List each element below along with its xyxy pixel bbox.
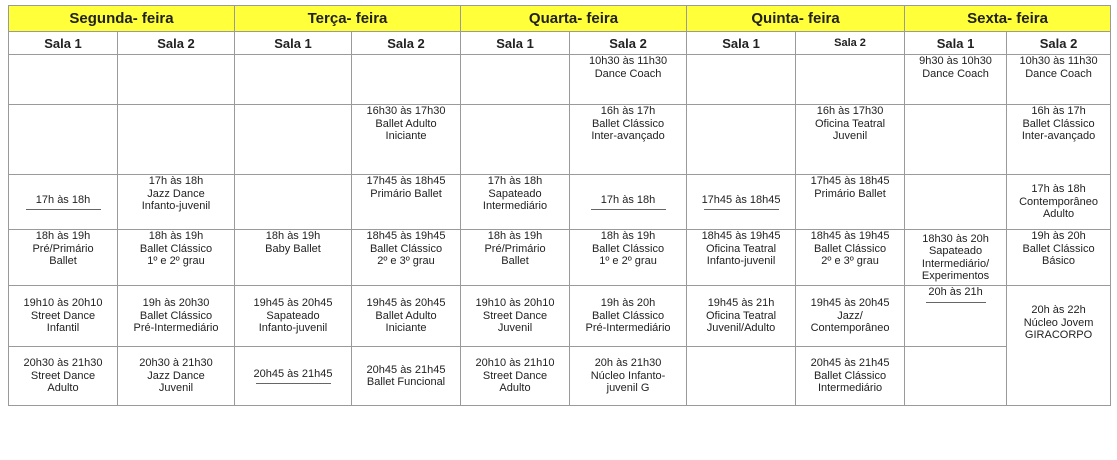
class-text: 20h45 às 21h45 xyxy=(253,367,333,380)
class-text: 17h às 18h xyxy=(600,193,656,206)
schedule-cell xyxy=(235,55,352,105)
class-text: 20h30 às 21h30 Street Dance Adulto xyxy=(23,357,103,395)
room-header-row xyxy=(9,32,1111,55)
schedule-cell xyxy=(796,175,905,230)
schedule-cell xyxy=(796,105,905,175)
schedule-cell xyxy=(9,230,118,286)
schedule-cell xyxy=(118,55,235,105)
schedule-cell xyxy=(118,286,235,347)
day-header-thursday: Quinta- feira xyxy=(687,6,905,32)
class-text: 20h às 22h Núcleo Jovem GIRACORPO xyxy=(1023,304,1094,341)
room-header: Sala 2 xyxy=(570,32,687,55)
blank-line xyxy=(926,302,986,303)
schedule-cell xyxy=(461,105,570,175)
schedule-cell xyxy=(118,105,235,175)
room-header: Sala 1 xyxy=(687,32,796,55)
schedule-cell xyxy=(352,55,461,105)
schedule-cell xyxy=(352,230,461,286)
class-text: 19h às 20h Ballet Clássico Básico xyxy=(1022,230,1095,267)
day-header-row xyxy=(9,6,1111,32)
schedule-cell xyxy=(352,347,461,406)
schedule-cell xyxy=(1007,230,1111,286)
schedule-cell xyxy=(570,286,687,347)
class-text: 19h45 às 20h45 Jazz/ Contemporâneo xyxy=(810,297,890,335)
schedule-cell xyxy=(687,286,796,347)
schedule-cell xyxy=(235,230,352,286)
schedule-cell xyxy=(570,347,687,406)
schedule-cell xyxy=(461,286,570,347)
class-text: 17h45 às 18h45 xyxy=(701,193,781,206)
schedule-cell xyxy=(235,286,352,347)
schedule-cell xyxy=(352,105,461,175)
day-header-tuesday: Terça- feira xyxy=(235,6,461,32)
schedule-cell xyxy=(687,105,796,175)
room-header: Sala 2 xyxy=(796,32,905,55)
schedule-cell xyxy=(905,347,1007,406)
class-text: 18h às 19h Pré/Primário Ballet xyxy=(32,230,94,267)
schedule-row xyxy=(9,55,1111,105)
day-header-friday: Sexta- feira xyxy=(905,6,1111,32)
room-header: Sala 2 xyxy=(1007,32,1111,55)
schedule-cell xyxy=(687,347,796,406)
class-text: 9h30 às 10h30 Dance Coach xyxy=(919,55,992,80)
room-header: Sala 1 xyxy=(9,32,118,55)
schedule-cell xyxy=(9,55,118,105)
class-text: 16h às 17h30 Oficina Teatral Juvenil xyxy=(814,105,886,142)
schedule-cell xyxy=(461,347,570,406)
schedule-cell xyxy=(118,230,235,286)
class-text: 20h10 às 21h10 Street Dance Adulto xyxy=(475,357,555,395)
schedule-cell xyxy=(461,55,570,105)
class-text: 19h10 às 20h10 Street Dance Infantil xyxy=(23,297,103,335)
class-text: 17h às 18h xyxy=(35,193,91,206)
schedule-row xyxy=(9,286,1111,347)
class-text: 20h45 às 21h45 Ballet Funcional xyxy=(366,363,446,388)
class-text: 18h30 às 20h Sapateado Intermediário/ Experimentos xyxy=(921,232,990,282)
schedule-cell xyxy=(1007,286,1111,406)
schedule-cell xyxy=(1007,105,1111,175)
class-text: 17h às 18h Sapateado Intermediário xyxy=(482,175,548,212)
schedule-cell xyxy=(118,347,235,406)
schedule-cell xyxy=(352,286,461,347)
schedule-row xyxy=(9,105,1111,175)
class-text: 10h30 às 11h30 Dance Coach xyxy=(1019,55,1098,80)
class-text: 17h45 às 18h45 Primário Ballet xyxy=(810,175,890,200)
schedule-cell xyxy=(796,55,905,105)
class-text: 18h às 19h Pré/Primário Ballet xyxy=(484,230,546,267)
class-text: 10h30 às 11h30 Dance Coach xyxy=(588,55,668,80)
schedule-cell xyxy=(1007,175,1111,230)
room-header: Sala 2 xyxy=(352,32,461,55)
schedule-cell xyxy=(235,347,352,406)
class-text: 19h às 20h30 Ballet Clássico Pré-Intermediário xyxy=(133,297,219,335)
room-header: Sala 1 xyxy=(461,32,570,55)
schedule-row xyxy=(9,347,1111,406)
schedule-cell xyxy=(796,347,905,406)
schedule-cell xyxy=(9,286,118,347)
class-text: 19h45 às 20h45 Ballet Adulto Iniciante xyxy=(366,297,446,335)
schedule-cell xyxy=(461,230,570,286)
blank-line xyxy=(591,209,666,210)
schedule-cell xyxy=(235,105,352,175)
schedule-cell xyxy=(905,105,1007,175)
schedule-cell xyxy=(570,105,687,175)
schedule-cell xyxy=(570,230,687,286)
schedule-cell xyxy=(118,175,235,230)
schedule-cell xyxy=(687,55,796,105)
class-text: 20h45 às 21h45 Ballet Clássico Intermediário xyxy=(810,357,890,395)
class-text: 17h às 18h Contemporâneo Adulto xyxy=(1019,183,1098,221)
schedule-cell xyxy=(905,55,1007,105)
class-text: 17h às 18h Jazz Dance Infanto-juvenil xyxy=(141,175,211,212)
class-text: 20h às 21h30 Núcleo Infanto- juvenil G xyxy=(590,357,666,395)
class-text: 18h45 às 19h45 Ballet Clássico 2º e 3º grau xyxy=(810,230,890,267)
schedule-cell xyxy=(352,175,461,230)
schedule-cell xyxy=(796,230,905,286)
class-text: 18h às 19h Ballet Clássico 1º e 2º grau xyxy=(591,230,665,267)
class-text: 20h às 21h xyxy=(928,286,983,298)
class-text: 18h às 19h Baby Ballet xyxy=(265,230,321,255)
schedule-cell xyxy=(905,230,1007,286)
class-text: 16h30 às 17h30 Ballet Adulto Iniciante xyxy=(366,105,446,142)
schedule-cell xyxy=(687,230,796,286)
schedule-cell xyxy=(235,175,352,230)
schedule-cell xyxy=(687,175,796,230)
class-text: 19h às 20h Ballet Clássico Pré-Intermediário xyxy=(585,297,671,335)
room-header: Sala 1 xyxy=(905,32,1007,55)
class-text: 16h às 17h Ballet Clássico Inter-avançado xyxy=(591,105,665,142)
schedule-cell xyxy=(461,175,570,230)
schedule-cell xyxy=(905,175,1007,230)
class-text: 18h45 às 19h45 Ballet Clássico 2º e 3º grau xyxy=(366,230,446,267)
schedule-cell xyxy=(1007,55,1111,105)
schedule-cell xyxy=(905,286,1007,347)
day-header-monday: Segunda- feira xyxy=(9,6,235,32)
day-header-wednesday: Quarta- feira xyxy=(461,6,687,32)
class-text: 19h45 às 20h45 Sapateado Infanto-juvenil xyxy=(253,297,333,335)
schedule-cell xyxy=(570,55,687,105)
room-header: Sala 2 xyxy=(118,32,235,55)
schedule-cell xyxy=(796,286,905,347)
schedule-row xyxy=(9,230,1111,286)
class-text: 18h45 às 19h45 Oficina Teatral Infanto-juvenil xyxy=(701,230,781,267)
class-text: 19h10 às 20h10 Street Dance Juvenil xyxy=(475,297,555,335)
schedule-cell xyxy=(9,175,118,230)
schedule-cell xyxy=(9,347,118,406)
blank-line xyxy=(26,209,101,210)
blank-line xyxy=(256,383,331,384)
class-text: 20h30 à 21h30 Jazz Dance Juvenil xyxy=(139,357,213,395)
class-text: 17h45 às 18h45 Primário Ballet xyxy=(366,175,446,200)
blank-line xyxy=(704,209,779,210)
class-text: 18h às 19h Ballet Clássico 1º e 2º grau xyxy=(139,230,213,267)
schedule-cell xyxy=(9,105,118,175)
class-text: 19h45 às 21h Oficina Teatral Juvenil/Adulto xyxy=(705,297,777,335)
schedule-cell xyxy=(570,175,687,230)
weekly-schedule-table xyxy=(8,5,1111,406)
class-text: 16h às 17h Ballet Clássico Inter-avançado xyxy=(1021,105,1096,142)
schedule-row xyxy=(9,175,1111,230)
room-header: Sala 1 xyxy=(235,32,352,55)
